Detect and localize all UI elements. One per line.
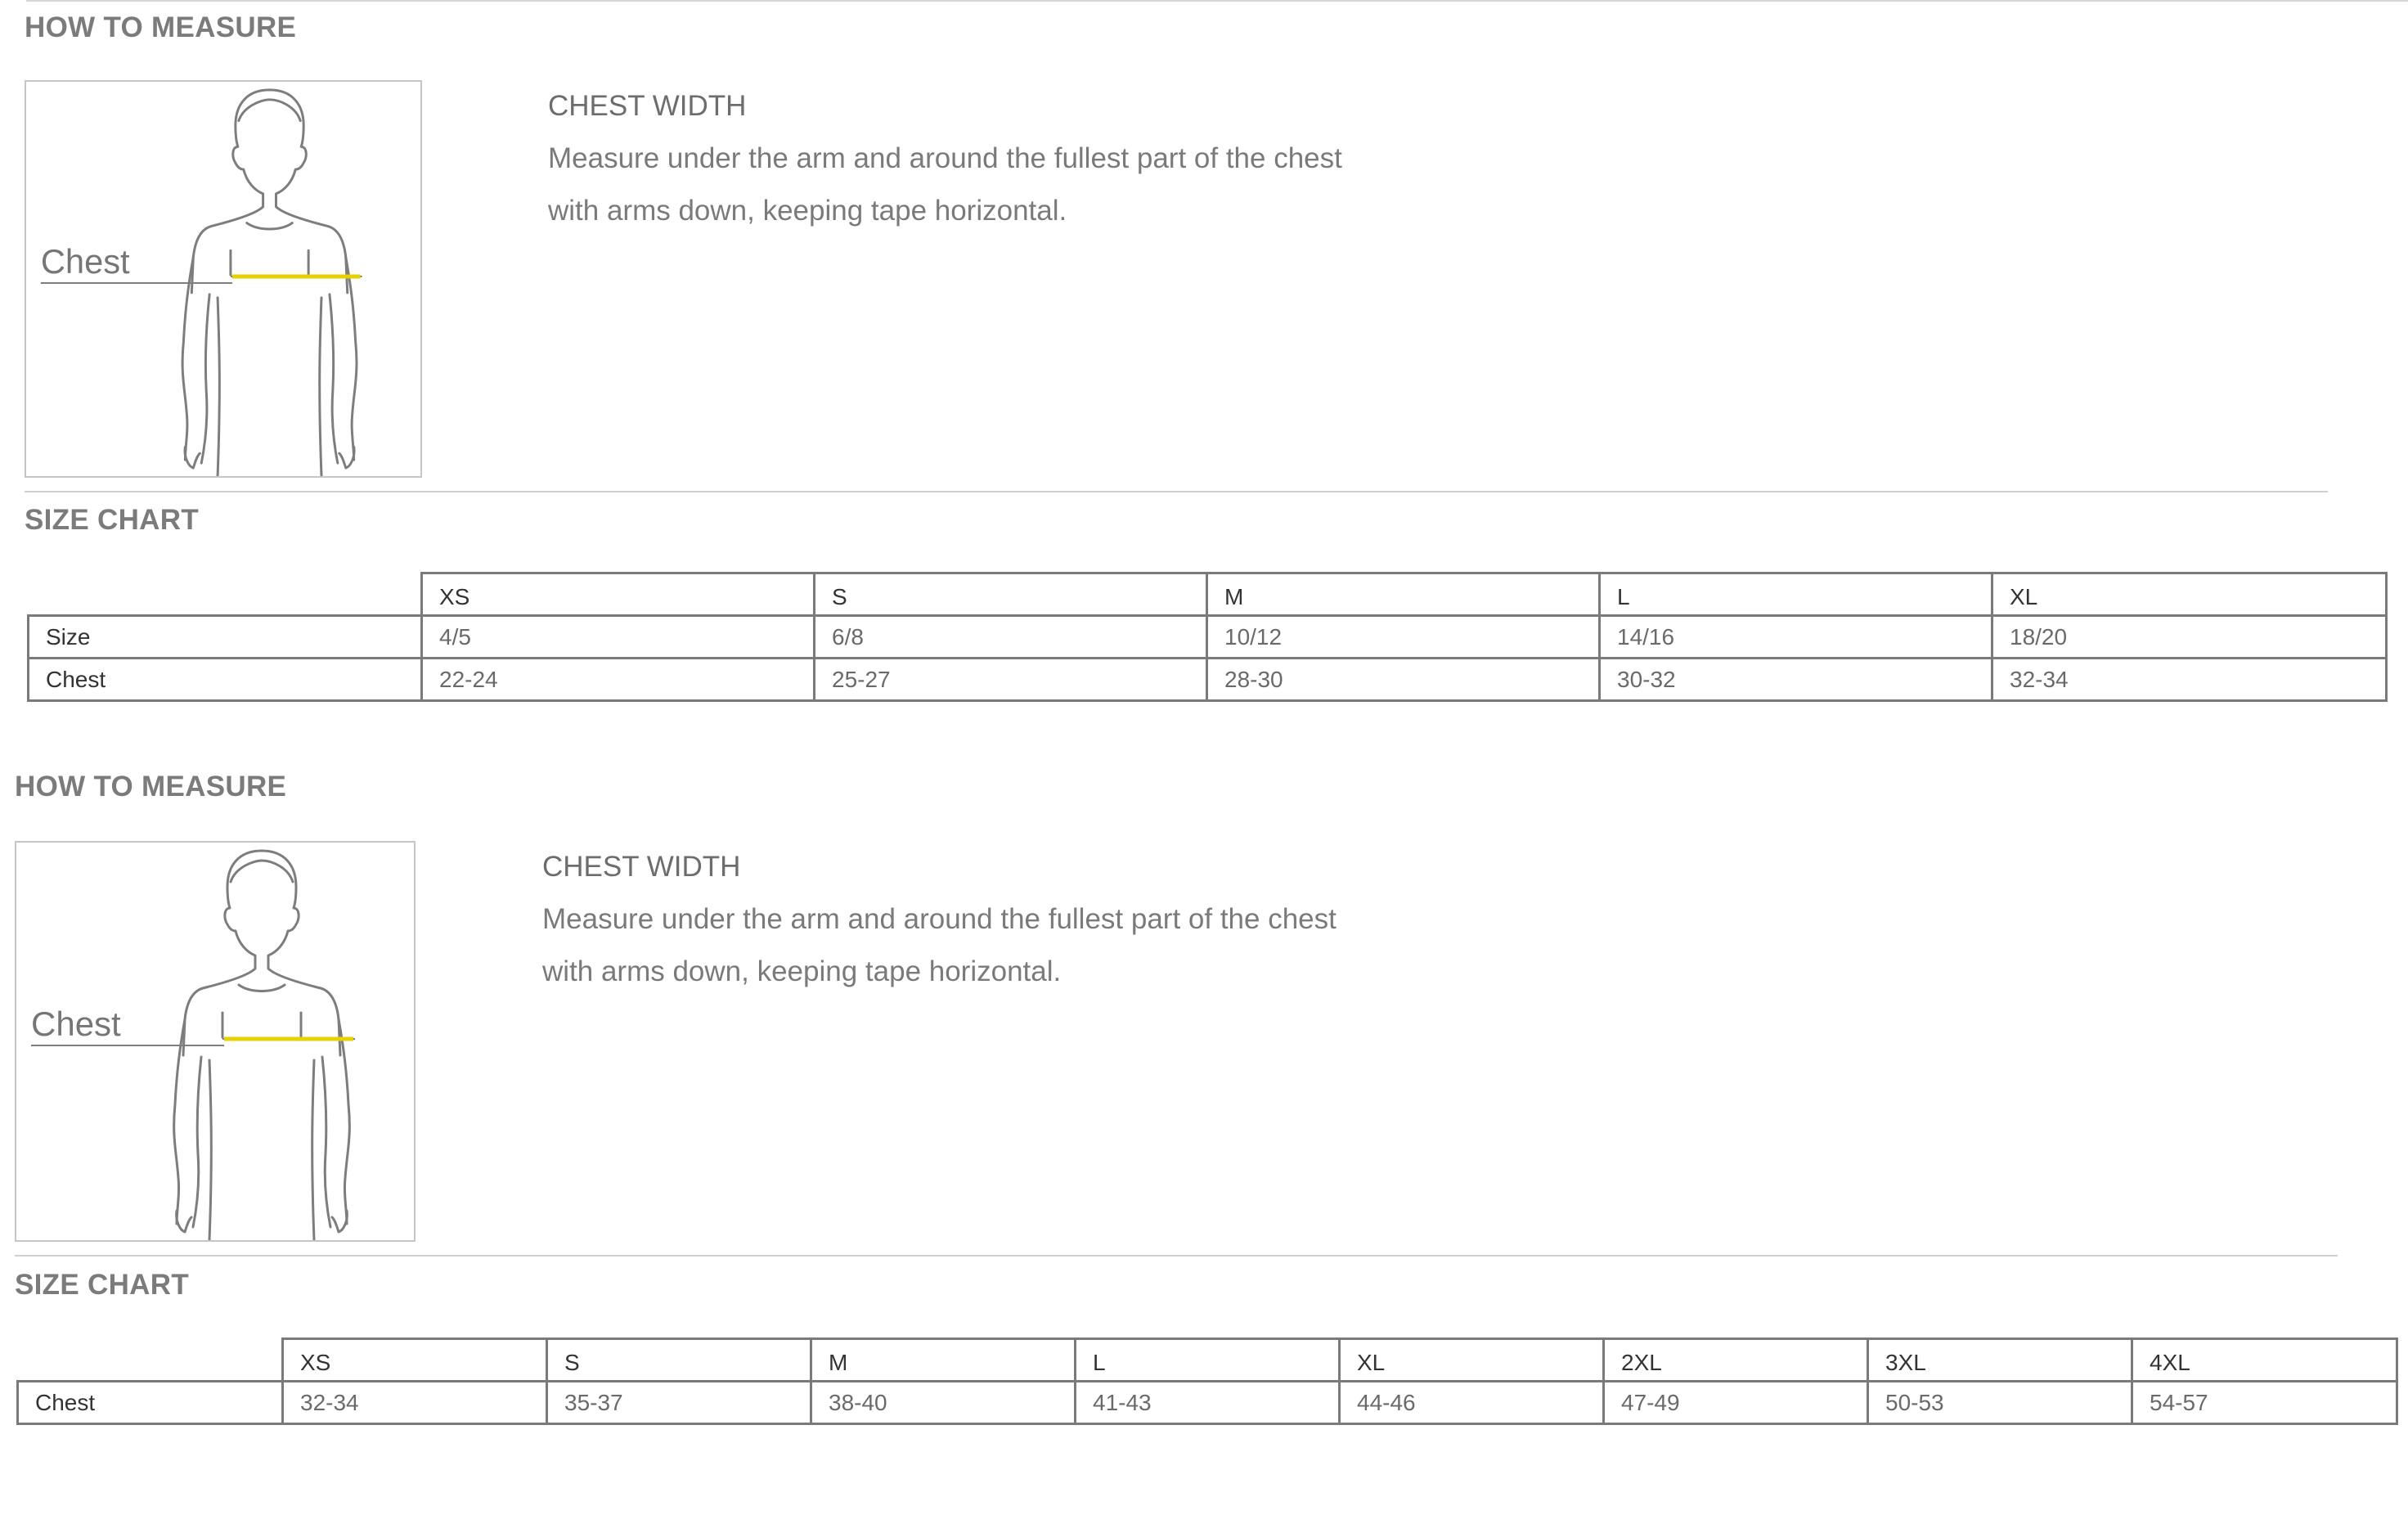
header-cell-s: S [547,1339,811,1382]
header-cell-2xl: 2XL [1604,1339,1868,1382]
section-divider-2 [15,1255,2338,1257]
table-header-row [18,1339,2397,1382]
measure-instructions-2 [542,841,1606,998]
measure-heading: CHEST WIDTH [548,90,747,122]
size-chart-table-2 [16,1337,2398,1425]
how-to-measure-title-1: HOW TO MEASURE [25,11,297,43]
table-row [29,616,2387,659]
header-cell-xl: XL [1340,1339,1604,1382]
row-label-chest: Chest [18,1382,283,1424]
chest-label: Chest [31,1005,121,1043]
chest-measure-figure-2 [15,841,416,1242]
table-cell: 47-49 [1604,1382,1868,1424]
header-cell-m: M [1207,573,1600,616]
size-chart-title-2: SIZE CHART [15,1269,189,1301]
how-to-measure-title-2: HOW TO MEASURE [15,771,287,802]
measure-instructions-1 [548,80,1611,237]
table-cell: 25-27 [815,659,1207,701]
body-outline-icon [16,843,414,1240]
row-label-size: Size [29,616,422,659]
measure-line-2: with arms down, keeping tape horizontal. [542,955,1062,987]
table-cell: 32-34 [1992,659,2387,701]
header-cell-xl: XL [1992,573,2387,616]
size-chart-table-1 [27,572,2388,702]
measure-heading: CHEST WIDTH [542,851,741,883]
chest-label: Chest [40,242,130,281]
header-cell-4xl: 4XL [2132,1339,2397,1382]
size-chart-title-1: SIZE CHART [25,504,199,536]
table-cell: 41-43 [1076,1382,1340,1424]
header-cell-s: S [815,573,1207,616]
table-row [29,659,2387,701]
table-cell: 54-57 [2132,1382,2397,1424]
header-cell-l: L [1600,573,1992,616]
measure-line-2: with arms down, keeping tape horizontal. [548,195,1067,227]
table-corner-cell [29,573,422,616]
table-cell: 4/5 [422,616,815,659]
body-outline-icon [26,82,420,476]
table-cell: 38-40 [811,1382,1076,1424]
chest-measure-figure-1 [25,80,422,478]
header-cell-xs: XS [283,1339,547,1382]
measure-line-1: Measure under the arm and around the fullest part of the chest [548,142,1342,174]
table-row [18,1382,2397,1424]
table-cell: 50-53 [1868,1382,2132,1424]
table-cell: 28-30 [1207,659,1600,701]
table-cell: 32-34 [283,1382,547,1424]
table-corner-cell [18,1339,283,1382]
header-cell-l: L [1076,1339,1340,1382]
section-divider-1 [25,491,2328,492]
top-divider [26,0,2408,2]
table-cell: 22-24 [422,659,815,701]
header-cell-xs: XS [422,573,815,616]
table-cell: 35-37 [547,1382,811,1424]
table-cell: 18/20 [1992,616,2387,659]
table-cell: 30-32 [1600,659,1992,701]
table-cell: 44-46 [1340,1382,1604,1424]
header-cell-m: M [811,1339,1076,1382]
table-cell: 14/16 [1600,616,1992,659]
table-header-row [29,573,2387,616]
header-cell-3xl: 3XL [1868,1339,2132,1382]
table-cell: 10/12 [1207,616,1600,659]
row-label-chest: Chest [29,659,422,701]
table-cell: 6/8 [815,616,1207,659]
measure-line-1: Measure under the arm and around the fullest part of the chest [542,903,1337,935]
